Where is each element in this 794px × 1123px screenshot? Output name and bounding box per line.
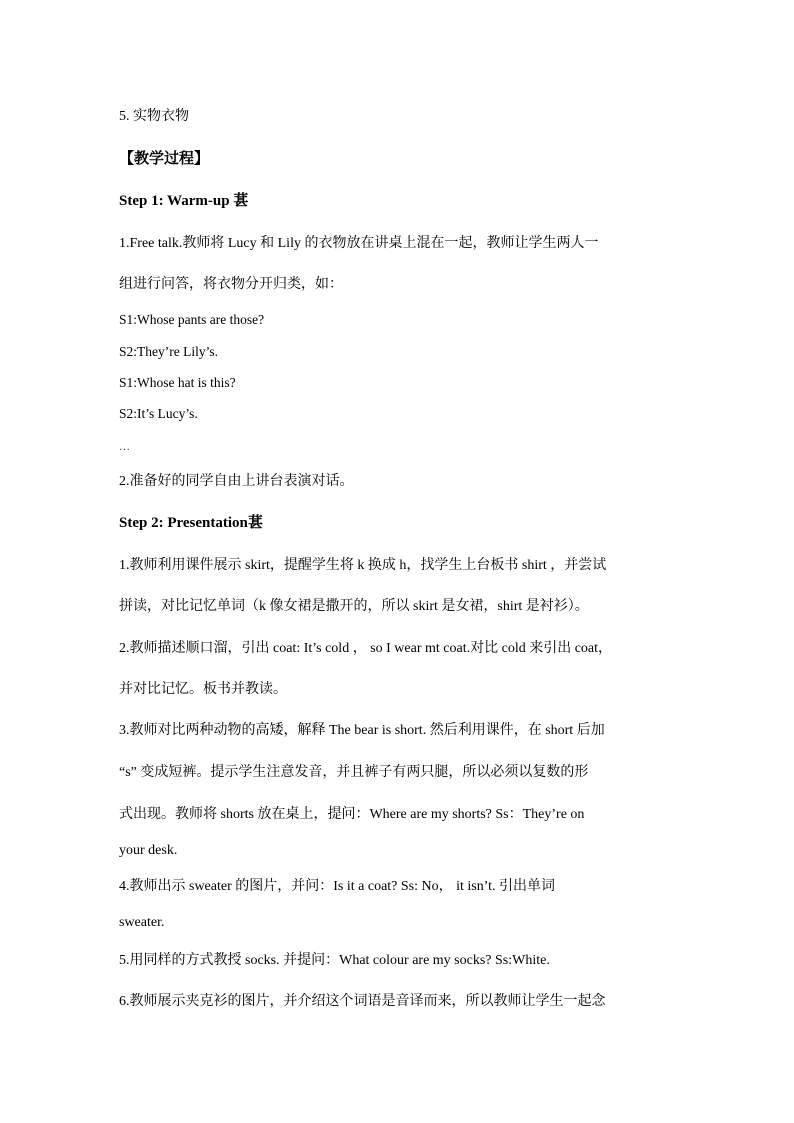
section-heading-teaching-process: 【教学过程】 xyxy=(119,151,210,167)
paragraph-line: 拼读，对比记忆单词（k 像女裙是撒开的，所以 skirt 是女裙，shirt 是衬衫）。 xyxy=(119,599,589,614)
paragraph-line: 1.Free talk.教师将 Lucy 和 Lily 的衣物放在讲桌上混在一起，教师让学生两人一 xyxy=(119,236,599,251)
paragraph-line: 4.教师出示 sweater 的图片，并问：Is it a coat? Ss: No， it isn’t. 引出单词 xyxy=(119,879,556,894)
dialogue-line: S1:Whose pants are those? xyxy=(119,312,265,327)
step-1-heading: Step 1: Warm-up 葚 xyxy=(119,193,249,209)
paragraph-line: 5.用同样的方式教授 socks. 并提问：What colour are my socks? Ss:White. xyxy=(119,953,550,968)
paragraph-line: 6.教师展示夹克衫的图片，并介绍这个词语是音译而来，所以教师让学生一起念 xyxy=(119,994,606,1009)
item-5-real-clothes: 5. 实物衣物 xyxy=(119,109,189,124)
paragraph-line: 3.教师对比两种动物的高矮，解释 The bear is short. 然后利用课件，在 short 后加 xyxy=(119,723,605,738)
paragraph-line: 2.准备好的同学自由上讲台表演对话。 xyxy=(119,474,354,489)
paragraph-line: 组进行问答，将衣物分开归类，如： xyxy=(119,277,343,292)
paragraph-line: sweater. xyxy=(119,915,165,930)
step-2-heading: Step 2: Presentation葚 xyxy=(119,515,263,531)
paragraph-line: 2.教师描述顺口溜，引出 coat: It’s cold ， so I wear mt coat.对比 cold 来引出 coat， xyxy=(119,641,613,656)
paragraph-line: 1.教师利用课件展示 skirt，提醒学生将 k 换成 h，找学生上台板书 shirt ，并尝试 xyxy=(119,558,607,573)
paragraph-line: “s” 变成短裤。提示学生注意发音，并且裤子有两只腿，所以必须以复数的形 xyxy=(119,765,589,780)
paragraph-line: 并对比记忆。板书并教读。 xyxy=(119,682,287,697)
ellipsis: … xyxy=(119,441,131,453)
dialogue-line: S1:Whose hat is this? xyxy=(119,375,236,390)
paragraph-line: 式出现。教师将 shorts 放在桌上，提问：Where are my shorts? Ss：They’re on xyxy=(119,807,585,822)
dialogue-line: S2:They’re Lily’s. xyxy=(119,344,218,359)
paragraph-line: your desk. xyxy=(119,843,178,858)
dialogue-line: S2:It’s Lucy’s. xyxy=(119,406,198,421)
